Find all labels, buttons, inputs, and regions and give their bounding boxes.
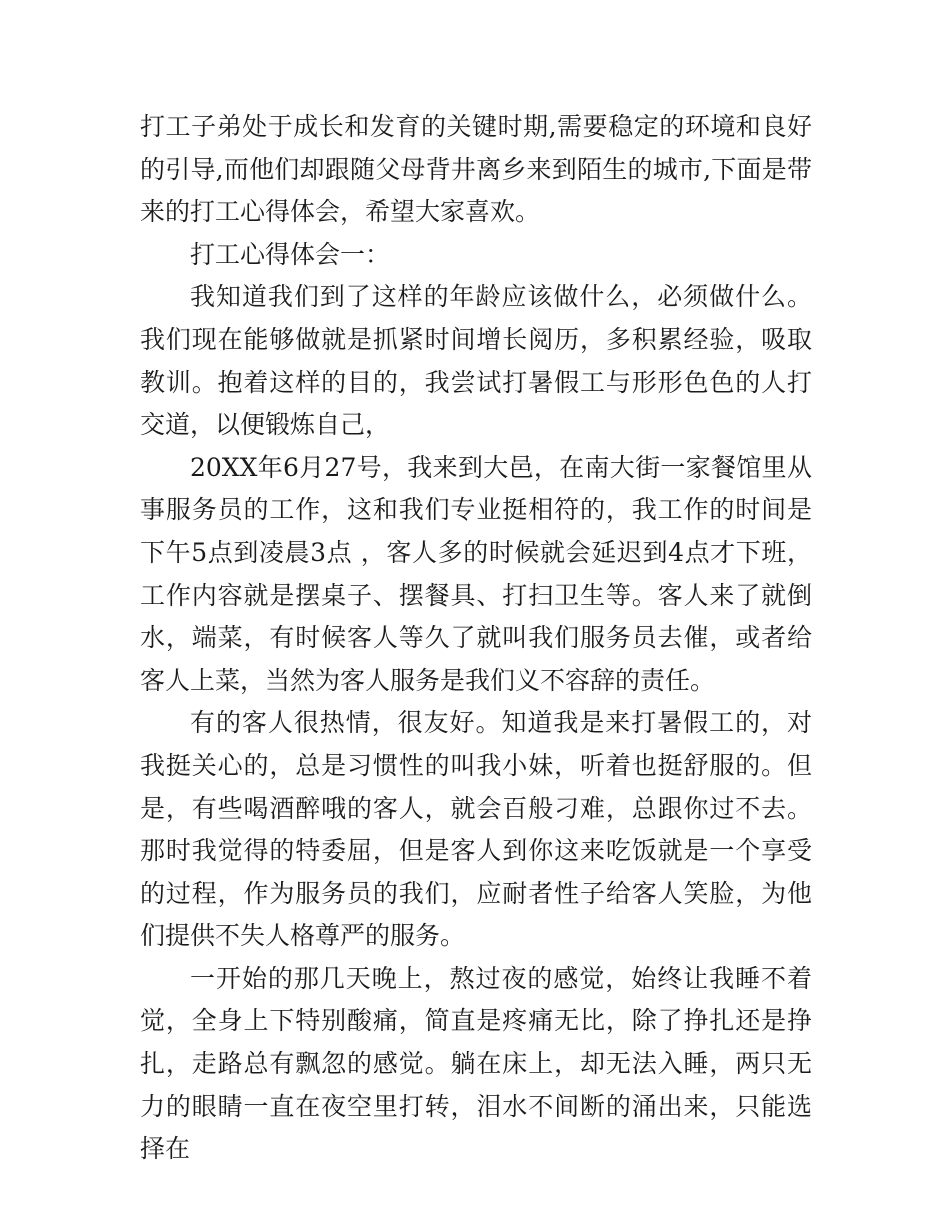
body-paragraph-4: 一开始的那几天晚上，熬过夜的感觉，始终让我睡不着觉，全身上下特别酸痛，简直是疼痛无比，除了挣扎还是挣扎，走路总有飘忽的感觉。躺在床上，却无法入睡，两只无力的眼睛一直在夜空里打转，泪水不间断的涌出来，只能选择在 — [140, 963, 812, 1164]
section-heading: 打工心得体会一： — [190, 239, 391, 269]
body-paragraph-2: 20XX年6月27号，我来到大邑，在南大街一家餐馆里从事服务员的工作，这和我们专业挺相符的，我工作的时间是下午5点到凌晨3点 ，客人多的时候就会延迟到4点才下班，工作内容就是摆桌子、摆餐具、打扫卫生等。客人来了就倒水，端菜，有时候客人等久了就叫我们服务员去催，或者给客人上菜，当然为客人服务是我们义不容辞的责任。 — [140, 452, 812, 695]
document-body — [140, 106, 812, 1171]
intro-paragraph: 打工子弟处于成长和发育的关键时期,需要稳定的环境和良好的引导,而他们却跟随父母背井离乡来到陌生的城市,下面是带来的打工心得体会，希望大家喜欢。 — [140, 112, 812, 227]
body-paragraph-3: 有的客人很热情，很友好。知道我是来打暑假工的，对我挺关心的，总是习惯性的叫我小妹，听着也挺舒服的。但是，有些喝酒醉哦的客人，就会百般刁难，总跟你过不去。那时我觉得的特委屈，但是客人到你这来吃饭就是一个享受的过程，作为服务员的我们，应耐者性子给客人笑脸，为他们提供不失人格尊严的服务。 — [140, 708, 812, 951]
body-paragraph-1: 我知道我们到了这样的年龄应该做什么，必须做什么。我们现在能够做就是抓紧时间增长阅历，多积累经验，吸取教训。抱着这样的目的，我尝试打暑假工与形形色色的人打交道，以便锻炼自己， — [140, 282, 812, 440]
